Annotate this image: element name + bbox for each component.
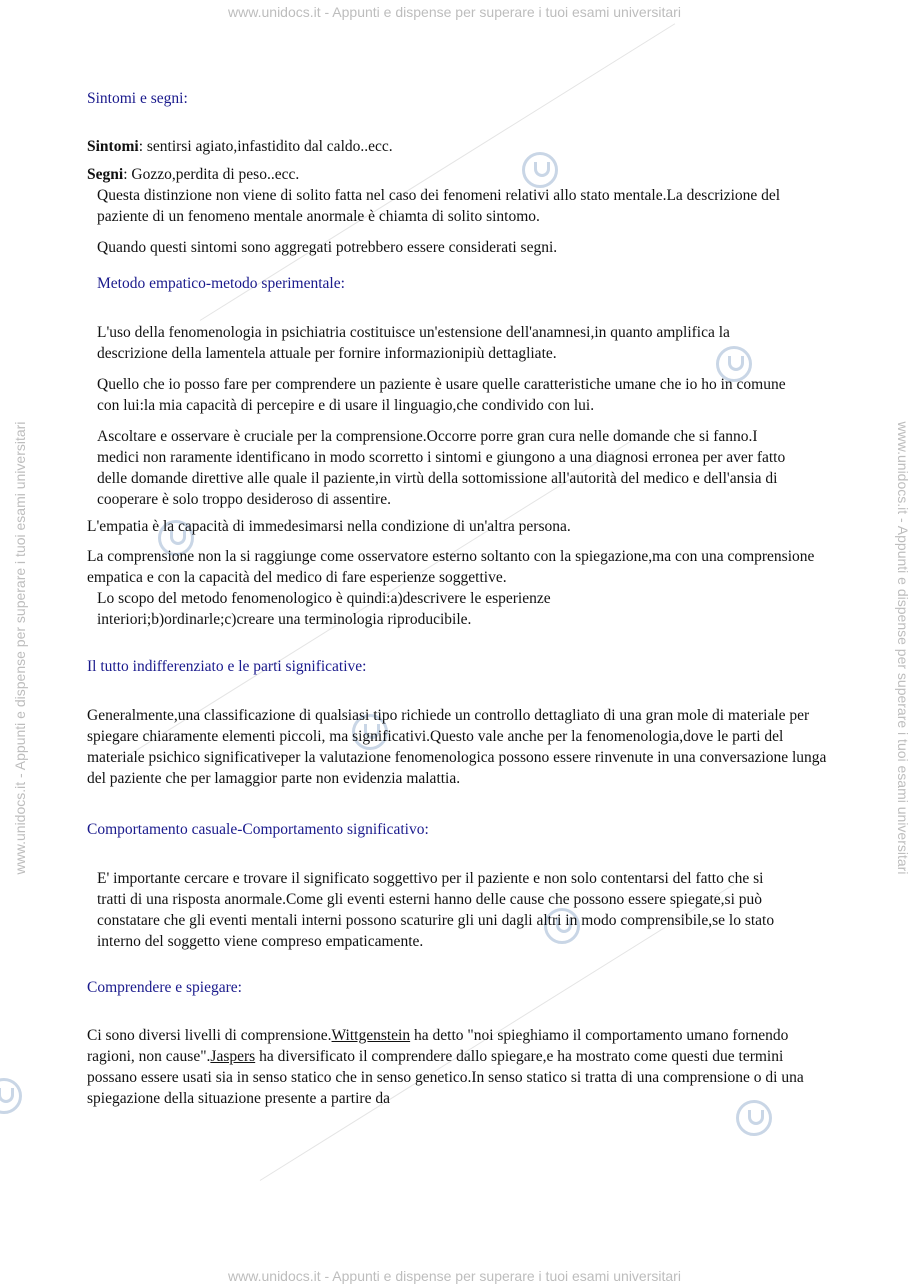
text-sintomi: : sentirsi agiato,infastidito dal caldo..ecc. (138, 138, 393, 155)
heading-comprendere-spiegare: Comprendere e spiegare: (87, 979, 242, 996)
paragraph: L'uso della fenomenologia in psichiatria costituisce un'estensione dell'anamnesi,in quanto amplifica la descrizione della lamentela attuale per fornire informazionipiù dettagliate. (97, 324, 730, 362)
document-body (87, 88, 827, 1109)
paragraph: E' importante cercare e trovare il significato soggettivo per il paziente e non solo contentarsi del fatto che si tratti di una risposta anormale.Come gli eventi esterni hanno delle cause che possono essere spiegate,si può constatare che gli eventi mentali interni possono scaturire gli uni dagli altri in modo comprensibile,se lo stato interno del soggetto viene compreso empaticamente. (97, 870, 775, 950)
watermark-right: www.unidocs.it - Appunti e dispense per superare i tuoi esami universitari (895, 421, 911, 875)
paragraph: Quello che io posso fare per comprendere un paziente è usare quelle caratteristiche umane che io ho in comune con lui:la mia capacità di percepire e di usare il linguagio,che condivido con lui. (97, 376, 786, 414)
heading-metodo-empatico: Metodo empatico-metodo sperimentale: (97, 275, 345, 292)
heading-comportamento: Comportamento casuale-Comportamento significativo: (87, 821, 429, 838)
link-jaspers[interactable]: Jaspers (210, 1048, 256, 1065)
link-wittgenstein[interactable]: Wittgenstein (331, 1027, 411, 1044)
watermark-logo-icon (0, 1078, 22, 1114)
paragraph: Generalmente,una classificazione di qualsiasi tipo richiede un controllo dettagliato di una gran mole di materiale per spiegare chiaramente elementi piccoli, ma significativi.Questo vale anche per la fenomenologia,dove le parti del materiale psichico significativeper la valutazione fenomenologica possono essere rinvenute in una conversazione lunga del paziente che per lamaggior parte non evidenzia malattia. (87, 707, 827, 787)
text-segment: ha detto "noi spieghiamo il comportamento umano fornendo ragioni, non cause". (87, 1027, 789, 1065)
paragraph: Lo scopo del metodo fenomenologico è quindi:a)descrivere le esperienze interiori;b)ordinarle;c)creare una terminologia riproducibile. (97, 590, 551, 628)
paragraph: Questa distinzione non viene di solito fatta nel caso dei fenomeni relativi allo stato mentale.La descrizione del paziente di un fenomeno mentale anormale è chiamta di solito sintomo. (97, 187, 781, 225)
label-segni: Segni (87, 166, 124, 183)
watermark-bottom: www.unidocs.it - Appunti e dispense per superare i tuoi esami universitari (228, 1268, 681, 1284)
paragraph: Ascoltare e osservare è cruciale per la comprensione.Occorre porre gran cura nelle domande che si fanno.I medici non raramente identificano in modo scorretto i sintomi e giungono a una diagnosi erronea per aver fatto delle domande direttive alle quale il paziente,in virtù della sottomissione all'autorità del medico e dell'ansia di cooperare è solo troppo desideroso di assentire. (97, 428, 786, 508)
text-segment: Ci sono diversi livelli di comprensione. (87, 1027, 332, 1044)
paragraph (87, 1025, 827, 1109)
paragraph: La comprensione non la si raggiunge come osservatore esterno soltanto con la spiegazione,ma con una comprensione empatica e con la capacità del medico di fare esperienze soggettive. (87, 548, 815, 586)
heading-sintomi-segni: Sintomi e segni: (87, 90, 188, 107)
watermark-left: www.unidocs.it - Appunti e dispense per superare i tuoi esami universitari (12, 421, 28, 875)
label-sintomi: Sintomi (87, 138, 139, 155)
text-segment: ha diversificato il comprendere dallo spiegare,e ha mostrato come questi due termini possano essere usati sia in senso statico che in senso genetico.In senso statico si tratta di una comprensione o di una spiegazione della situazione presente a partire da (87, 1048, 804, 1107)
heading-tutto-indifferenziato: Il tutto indifferenziato e le parti significative: (87, 658, 367, 675)
paragraph-sintomi (87, 136, 827, 157)
paragraph-segni (87, 164, 827, 185)
paragraph: Quando questi sintomi sono aggregati potrebbero essere considerati segni. (97, 239, 558, 256)
watermark-top: www.unidocs.it - Appunti e dispense per superare i tuoi esami universitari (228, 4, 681, 20)
text-segni: : Gozzo,perdita di peso..ecc. (123, 166, 300, 183)
paragraph: L'empatia è la capacità di immedesimarsi nella condizione di un'altra persona. (87, 518, 571, 535)
